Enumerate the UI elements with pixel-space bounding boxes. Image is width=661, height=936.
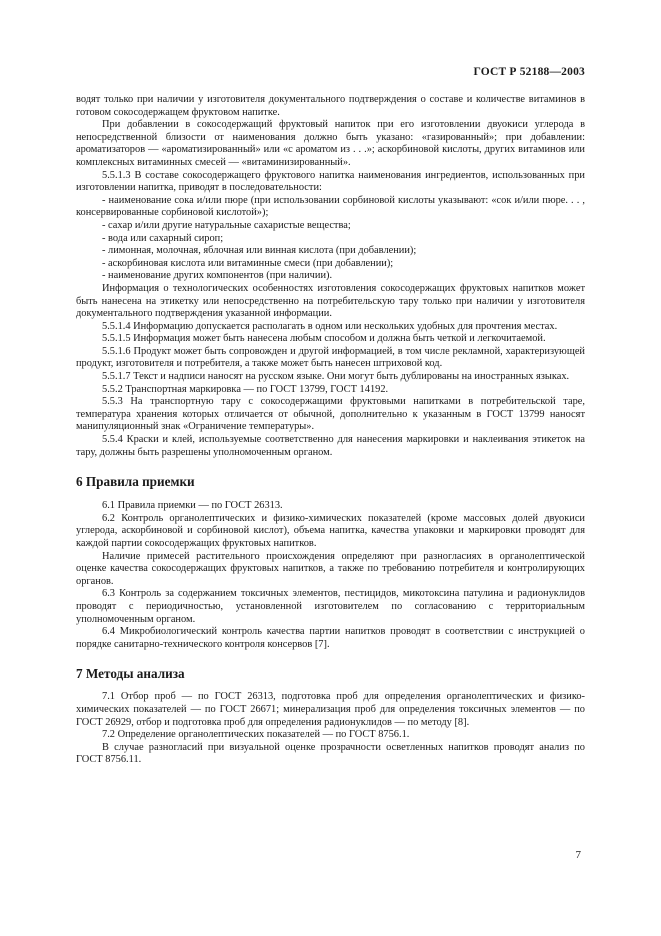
paragraph: 6.1 Правила приемки — по ГОСТ 26313.: [102, 500, 283, 512]
list-item: - лимонная, молочная, яблочная или винная кислота (при добавлении);: [102, 245, 417, 257]
section-heading-6: 6 Правила приемки: [76, 474, 195, 490]
paragraph: 6.3 Контроль за содержанием токсичных элементов, пестицидов, микотоксина патулина и радионуклидов проводят с периодичностью, установленной изготовителем по согласованию с территориальным уполномоченным органом.: [76, 588, 585, 625]
paragraph: 6.4 Микробиологический контроль качества партии напитков проводят в соответствии с инструкцией о порядке санитарно-технического контроля консервов [7].: [76, 626, 585, 650]
paragraph: 7.2 Определение органолептических показателей — по ГОСТ 8756.1.: [102, 729, 410, 741]
paragraph: водят только при наличии у изготовителя документального подтверждения о составе и количестве витаминов в готовом сокосодержащем фруктовом напитке.: [76, 94, 585, 118]
paragraph: 5.5.1.7 Текст и надписи наносят на русском языке. Они могут быть дублированы на иностранных языках.: [102, 371, 570, 383]
list-item: - аскорбиновая кислота или витаминные смеси (при добавлении);: [102, 257, 394, 269]
paragraph: 6.2 Контроль органолептических и физико-химических показателей (кроме массовых долей двуокиси углерода, аскорбиновой и сорбиновой кислот), объема напитка, качества упаковки и маркировки проводят для каждой партии сокосодержащих фруктовых напитков.: [76, 512, 585, 549]
section-heading-7: 7 Методы анализа: [76, 666, 185, 682]
page-content: [76, 94, 585, 767]
paragraph: При добавлении в сокосодержащий фруктовый напиток при его изготовлении двуокиси углерода в непосредственной близости от наименования должно быть указано: «газированный»; при добавлении: ароматизаторов — «ароматизированный» или «с ароматом из . . .»; аскорбиновой кислоты, других витаминов или комплексных витаминных смесей — «витаминизированный».: [76, 119, 585, 168]
paragraph: 5.5.1.5 Информация может быть нанесена любым способом и должна быть четкой и легкочитаемой.: [102, 333, 546, 345]
paragraph: 7.1 Отбор проб — по ГОСТ 26313, подготовка проб для определения органолептических и физико-химических показателей — по ГОСТ 26671; минерализация проб для определения токсичных элементов — по ГОСТ 26929, отбор и подготовка проб для определения радионуклидов — по методу [8].: [76, 691, 585, 728]
paragraph: 5.5.3 На транспортную тару с сокосодержащими фруктовыми напитками в потребительской таре, температура хранения которых отличается от обычной, дополнительно к указанным в ГОСТ 13799 наносят манипуляционный знак «Ограничение температуры».: [76, 396, 585, 433]
paragraph: В случае разногласий при визуальной оценке прозрачности осветленных напитков проводят анализ по ГОСТ 8756.11.: [76, 741, 585, 766]
list-item: - вода или сахарный сироп;: [102, 232, 224, 244]
page-header: ГОСТ Р 52188—2003: [473, 66, 585, 78]
paragraph: 5.5.1.4 Информацию допускается располагать в одном или нескольких удобных для прочтения местах.: [102, 320, 558, 332]
paragraph: 5.5.2 Транспортная маркировка — по ГОСТ 13799, ГОСТ 14192.: [102, 383, 389, 395]
list-item: - наименование других компонентов (при наличии).: [102, 270, 333, 282]
paragraph: 5.5.4 Краски и клей, используемые соответственно для нанесения маркировки и наклеивания этикеток на тару, должны быть разрешены уполномоченным органом.: [76, 434, 585, 458]
list-item: - сахар и/или другие натуральные сахаристые вещества;: [102, 219, 351, 231]
paragraph: 5.5.1.6 Продукт может быть сопровожден и другой информацией, в том числе рекламной, характеризующей продукт, изготовителя и потребителя, а также может быть нанесен штриховой код.: [76, 345, 585, 370]
list-item: - наименование сока и/или пюре (при использовании сорбиновой кислоты указывают: «сок и/или пюре. . . , консервированные сорбиновой кислотой»);: [76, 194, 585, 219]
page-number: 7: [575, 849, 581, 861]
paragraph: 5.5.1.3 В составе сокосодержащего фруктового напитка наименования ингредиентов, использованных при изготовлении напитка, приводят в последовательности:: [76, 169, 585, 194]
paragraph: Наличие примесей растительного происхождения определяют при разногласиях в органолептической оценке качества сокосодержащих фруктовых напитков, а также по требованию потребителя и контролирующих органов.: [76, 550, 585, 587]
paragraph: Информация о технологических особенностях изготовления сокосодержащих фруктовых напитков может быть нанесена на этикетку или непосредственно на потребительскую тару только при наличии у изготовителя документального подтверждения указанной информации.: [76, 282, 585, 320]
